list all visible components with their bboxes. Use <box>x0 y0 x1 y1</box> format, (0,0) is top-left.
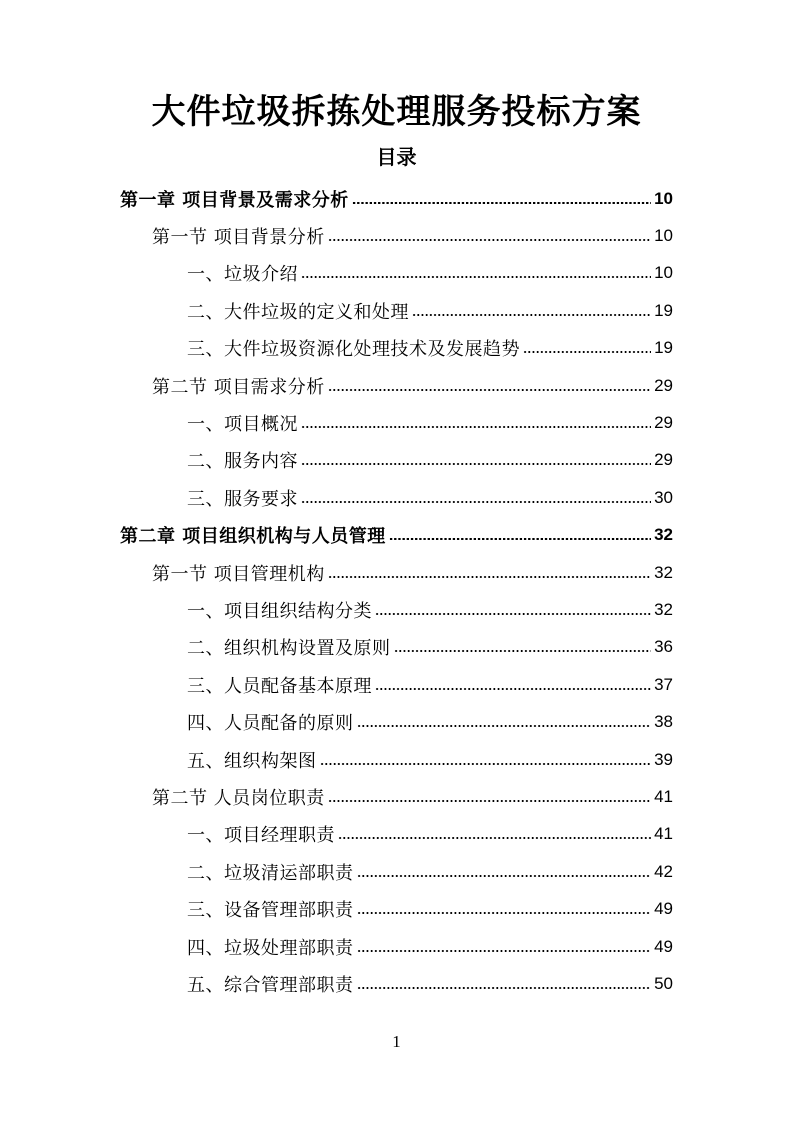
document-title: 大件垃圾拆拣处理服务投标方案 <box>151 92 642 132</box>
toc-entry[interactable] <box>187 704 673 741</box>
toc-dot-leader <box>328 239 651 241</box>
toc-entry-label: 二、组织机构设置及原则 <box>187 638 391 660</box>
toc-dot-leader <box>320 763 652 765</box>
toc-dot-leader <box>389 538 651 540</box>
toc-entry[interactable] <box>187 816 673 853</box>
toc-entry[interactable] <box>187 965 673 1002</box>
toc-entry-label: 一、项目经理职责 <box>187 825 335 847</box>
toc-dot-leader <box>301 426 651 428</box>
toc-entry-label: 三、设备管理部职责 <box>187 900 354 922</box>
toc-entry-page: 49 <box>654 899 673 919</box>
toc-entry-page: 19 <box>654 338 673 358</box>
toc-entry[interactable] <box>152 554 673 591</box>
toc-entry[interactable] <box>120 180 673 217</box>
toc-entry-label: 五、组织构架图 <box>187 750 317 772</box>
toc-dot-leader <box>375 613 651 615</box>
toc-dot-leader <box>357 950 652 952</box>
toc-entry-page: 10 <box>654 263 673 283</box>
toc-entry[interactable] <box>187 741 673 778</box>
toc-entry[interactable] <box>187 853 673 890</box>
toc-entry-label: 第一节 项目背景分析 <box>152 227 325 249</box>
toc-entry-label: 三、大件垃圾资源化处理技术及发展趋势 <box>187 339 520 361</box>
toc-entry-label: 第一节 项目管理机构 <box>152 563 325 585</box>
toc-entry-page: 36 <box>654 637 673 657</box>
toc-dot-leader <box>357 912 652 914</box>
page-number: 1 <box>392 1032 401 1051</box>
toc-entry-label: 一、项目概况 <box>187 414 298 436</box>
toc-entry-page: 50 <box>654 974 673 994</box>
toc-entry-page: 49 <box>654 936 673 956</box>
toc-dot-leader <box>357 987 652 989</box>
toc-dot-leader <box>338 837 651 839</box>
toc-entry-page: 39 <box>654 749 673 769</box>
toc-entry-page: 29 <box>654 450 673 470</box>
toc-dot-leader <box>412 314 651 316</box>
toc-entry-page: 10 <box>654 226 673 246</box>
toc-heading: 目录 <box>376 145 417 169</box>
toc-entry-label: 四、人员配备的原则 <box>187 713 354 735</box>
toc-entry-page: 32 <box>654 600 673 620</box>
toc-entry-page: 37 <box>654 674 673 694</box>
toc-entry[interactable] <box>152 367 673 404</box>
toc-entry-label: 二、服务内容 <box>187 451 298 473</box>
toc-entry[interactable] <box>187 891 673 928</box>
toc-entry[interactable] <box>152 778 673 815</box>
toc-dot-leader <box>352 202 651 204</box>
toc-entry-label: 一、垃圾介绍 <box>187 264 298 286</box>
toc-entry[interactable] <box>187 479 673 516</box>
toc-entry[interactable] <box>187 591 673 628</box>
toc-entry-label: 第二节 人员岗位职责 <box>152 788 325 810</box>
toc-entry-label: 第二节 项目需求分析 <box>152 376 325 398</box>
toc-dot-leader <box>375 688 651 690</box>
toc-dot-leader <box>328 389 651 391</box>
toc-entry-page: 19 <box>654 300 673 320</box>
toc-dot-leader <box>328 800 651 802</box>
toc-entry[interactable] <box>187 292 673 329</box>
toc-entry-label: 二、大件垃圾的定义和处理 <box>187 301 409 323</box>
toc-entry-page: 41 <box>654 787 673 807</box>
toc-dot-leader <box>523 351 651 353</box>
toc-entry-page: 29 <box>654 413 673 433</box>
toc-entry-label: 五、综合管理部职责 <box>187 975 354 997</box>
toc-dot-leader <box>301 276 651 278</box>
toc-entry[interactable] <box>187 666 673 703</box>
toc-entry-label: 一、项目组织结构分类 <box>187 601 372 623</box>
toc-entry[interactable] <box>187 928 673 965</box>
toc-entry[interactable] <box>152 217 673 254</box>
toc-entry[interactable] <box>187 330 673 367</box>
toc-entry[interactable] <box>187 404 673 441</box>
toc-entry-page: 42 <box>654 861 673 881</box>
toc-entry-label: 四、垃圾处理部职责 <box>187 937 354 959</box>
toc-entry-page: 41 <box>654 824 673 844</box>
toc-dot-leader <box>357 875 652 877</box>
toc-dot-leader <box>328 576 651 578</box>
toc-entry-page: 10 <box>654 188 673 208</box>
toc-entry-label: 三、人员配备基本原理 <box>187 675 372 697</box>
toc-entry-page: 30 <box>654 487 673 507</box>
toc-entry-label: 二、垃圾清运部职责 <box>187 862 354 884</box>
toc-entry[interactable] <box>187 442 673 479</box>
toc-dot-leader <box>301 501 651 503</box>
toc-entry[interactable] <box>187 255 673 292</box>
toc-entry-page: 32 <box>654 562 673 582</box>
toc-entry-label: 第一章 项目背景及需求分析 <box>120 189 349 211</box>
toc-entry-page: 29 <box>654 375 673 395</box>
toc-entry-label: 第二章 项目组织机构与人员管理 <box>120 526 386 548</box>
toc-entry[interactable] <box>187 629 673 666</box>
toc-entry[interactable] <box>120 517 673 554</box>
toc-dot-leader <box>357 725 652 727</box>
toc-entry-page: 32 <box>654 525 673 545</box>
toc-dot-leader <box>301 463 651 465</box>
toc-entry-page: 38 <box>654 712 673 732</box>
toc-dot-leader <box>394 650 652 652</box>
toc-entry-label: 三、服务要求 <box>187 488 298 510</box>
